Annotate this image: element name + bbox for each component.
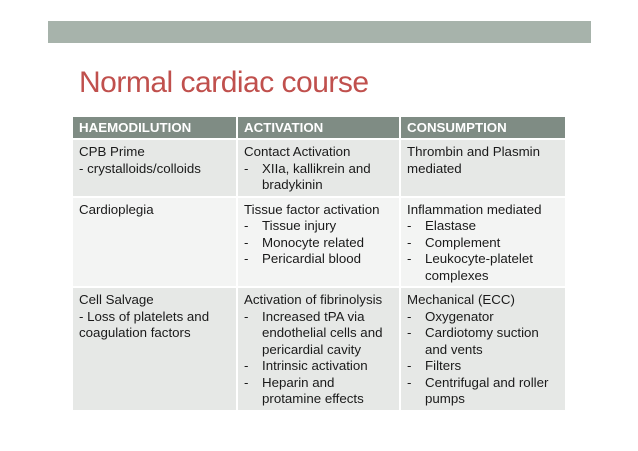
cell-haemodilution <box>73 139 237 197</box>
dash-bullet-icon: - <box>407 251 412 266</box>
cell-text-line: coagulation factors <box>79 325 191 340</box>
dash-bullet-icon: - <box>244 160 249 176</box>
bullet-item <box>244 235 393 252</box>
table-header-row <box>73 117 565 139</box>
dash-bullet-icon: - <box>244 374 249 390</box>
header-consumption: CONSUMPTION <box>400 117 565 139</box>
table-row <box>73 197 565 288</box>
cell-activation <box>237 197 400 288</box>
dash-bullet-icon: - <box>244 251 249 266</box>
header-activation: ACTIVATION <box>237 117 400 139</box>
cell-text-line: Tissue factor activation <box>244 201 380 217</box>
cell-text-line: Contact Activation <box>244 144 351 159</box>
bullet-item-text: Complement <box>425 234 501 250</box>
bullet-item-text: pumps <box>425 391 465 406</box>
bullet-item-text: Cardiotomy suction <box>425 325 539 340</box>
bullet-item <box>244 358 393 375</box>
bullet-item-text: Tissue injury <box>262 218 337 233</box>
cell-text-line: Cell Salvage <box>79 292 154 307</box>
bullet-item-text: bradykinin <box>262 177 323 192</box>
bullet-item <box>407 325 559 358</box>
bullet-item-text: Monocyte related <box>262 234 364 250</box>
dash-bullet-icon: - <box>244 308 249 324</box>
bullet-item <box>407 309 559 326</box>
dash-bullet-icon: - <box>244 358 249 373</box>
cell-haemodilution <box>73 197 237 288</box>
bullet-item <box>244 218 393 235</box>
cell-consumption <box>400 139 565 197</box>
bullet-item-text: Increased tPA via <box>262 308 365 324</box>
bullet-item-text: XIIa, kallikrein and <box>262 160 371 176</box>
dash-bullet-icon: - <box>407 234 412 250</box>
cell-activation <box>237 287 400 410</box>
bullet-item <box>407 358 559 375</box>
bullet-item-text: Pericardial blood <box>262 251 362 266</box>
bullet-item <box>407 218 559 235</box>
bullet-item-text: Leukocyte-platelet <box>425 251 533 266</box>
cell-text-line: Thrombin and Plasmin <box>407 144 541 159</box>
dash-bullet-icon: - <box>407 218 412 233</box>
bullet-item-text: Centrifugal and roller <box>425 374 549 390</box>
cell-consumption <box>400 197 565 288</box>
bullet-item-text: Oxygenator <box>425 308 494 324</box>
cell-text-line: Activation of fibrinolysis <box>244 292 383 307</box>
bullet-item <box>407 235 559 252</box>
dash-bullet-icon: - <box>407 308 412 324</box>
table-row <box>73 139 565 197</box>
bullet-item <box>244 309 393 359</box>
cell-text-line: Inflammation mediated <box>407 201 542 217</box>
cell-activation <box>237 139 400 197</box>
bullet-item <box>407 375 559 408</box>
table-row <box>73 287 565 410</box>
bullet-item-text: endothelial cells and <box>262 325 383 340</box>
bullet-item-text: Elastase <box>425 218 476 233</box>
bullet-item-text: Filters <box>425 358 462 373</box>
dash-bullet-icon: - <box>244 234 249 250</box>
bullet-item <box>244 251 393 268</box>
bullet-item <box>244 161 393 194</box>
bullet-item-text: and vents <box>425 341 483 357</box>
bullet-item-text: Heparin and <box>262 374 335 390</box>
cell-text-line: Mechanical (ECC) <box>407 292 515 307</box>
dash-bullet-icon: - <box>407 358 412 373</box>
cell-text-line: - crystalloids/colloids <box>79 160 201 176</box>
dash-bullet-icon: - <box>407 374 412 390</box>
cell-consumption <box>400 287 565 410</box>
bullet-item <box>407 251 559 284</box>
header-haemodilution: HAEMODILUTION <box>73 117 237 139</box>
cell-text-line: - Loss of platelets and <box>79 308 210 324</box>
cell-text-line: Cardioplegia <box>79 201 154 217</box>
cell-haemodilution <box>73 287 237 410</box>
bullet-item-text: pericardial cavity <box>262 341 362 357</box>
page-title: Normal cardiac course <box>79 66 369 99</box>
bullet-item-text: complexes <box>425 267 489 283</box>
top-decorative-band <box>48 21 591 43</box>
bullet-item-text: protamine effects <box>262 391 364 406</box>
cell-text-line: CPB Prime <box>79 144 145 159</box>
cardiac-course-table <box>73 117 565 410</box>
dash-bullet-icon: - <box>244 218 249 233</box>
dash-bullet-icon: - <box>407 325 412 340</box>
bullet-item <box>244 375 393 408</box>
bullet-item-text: Intrinsic activation <box>262 358 368 373</box>
cell-text-line: mediated <box>407 160 462 176</box>
